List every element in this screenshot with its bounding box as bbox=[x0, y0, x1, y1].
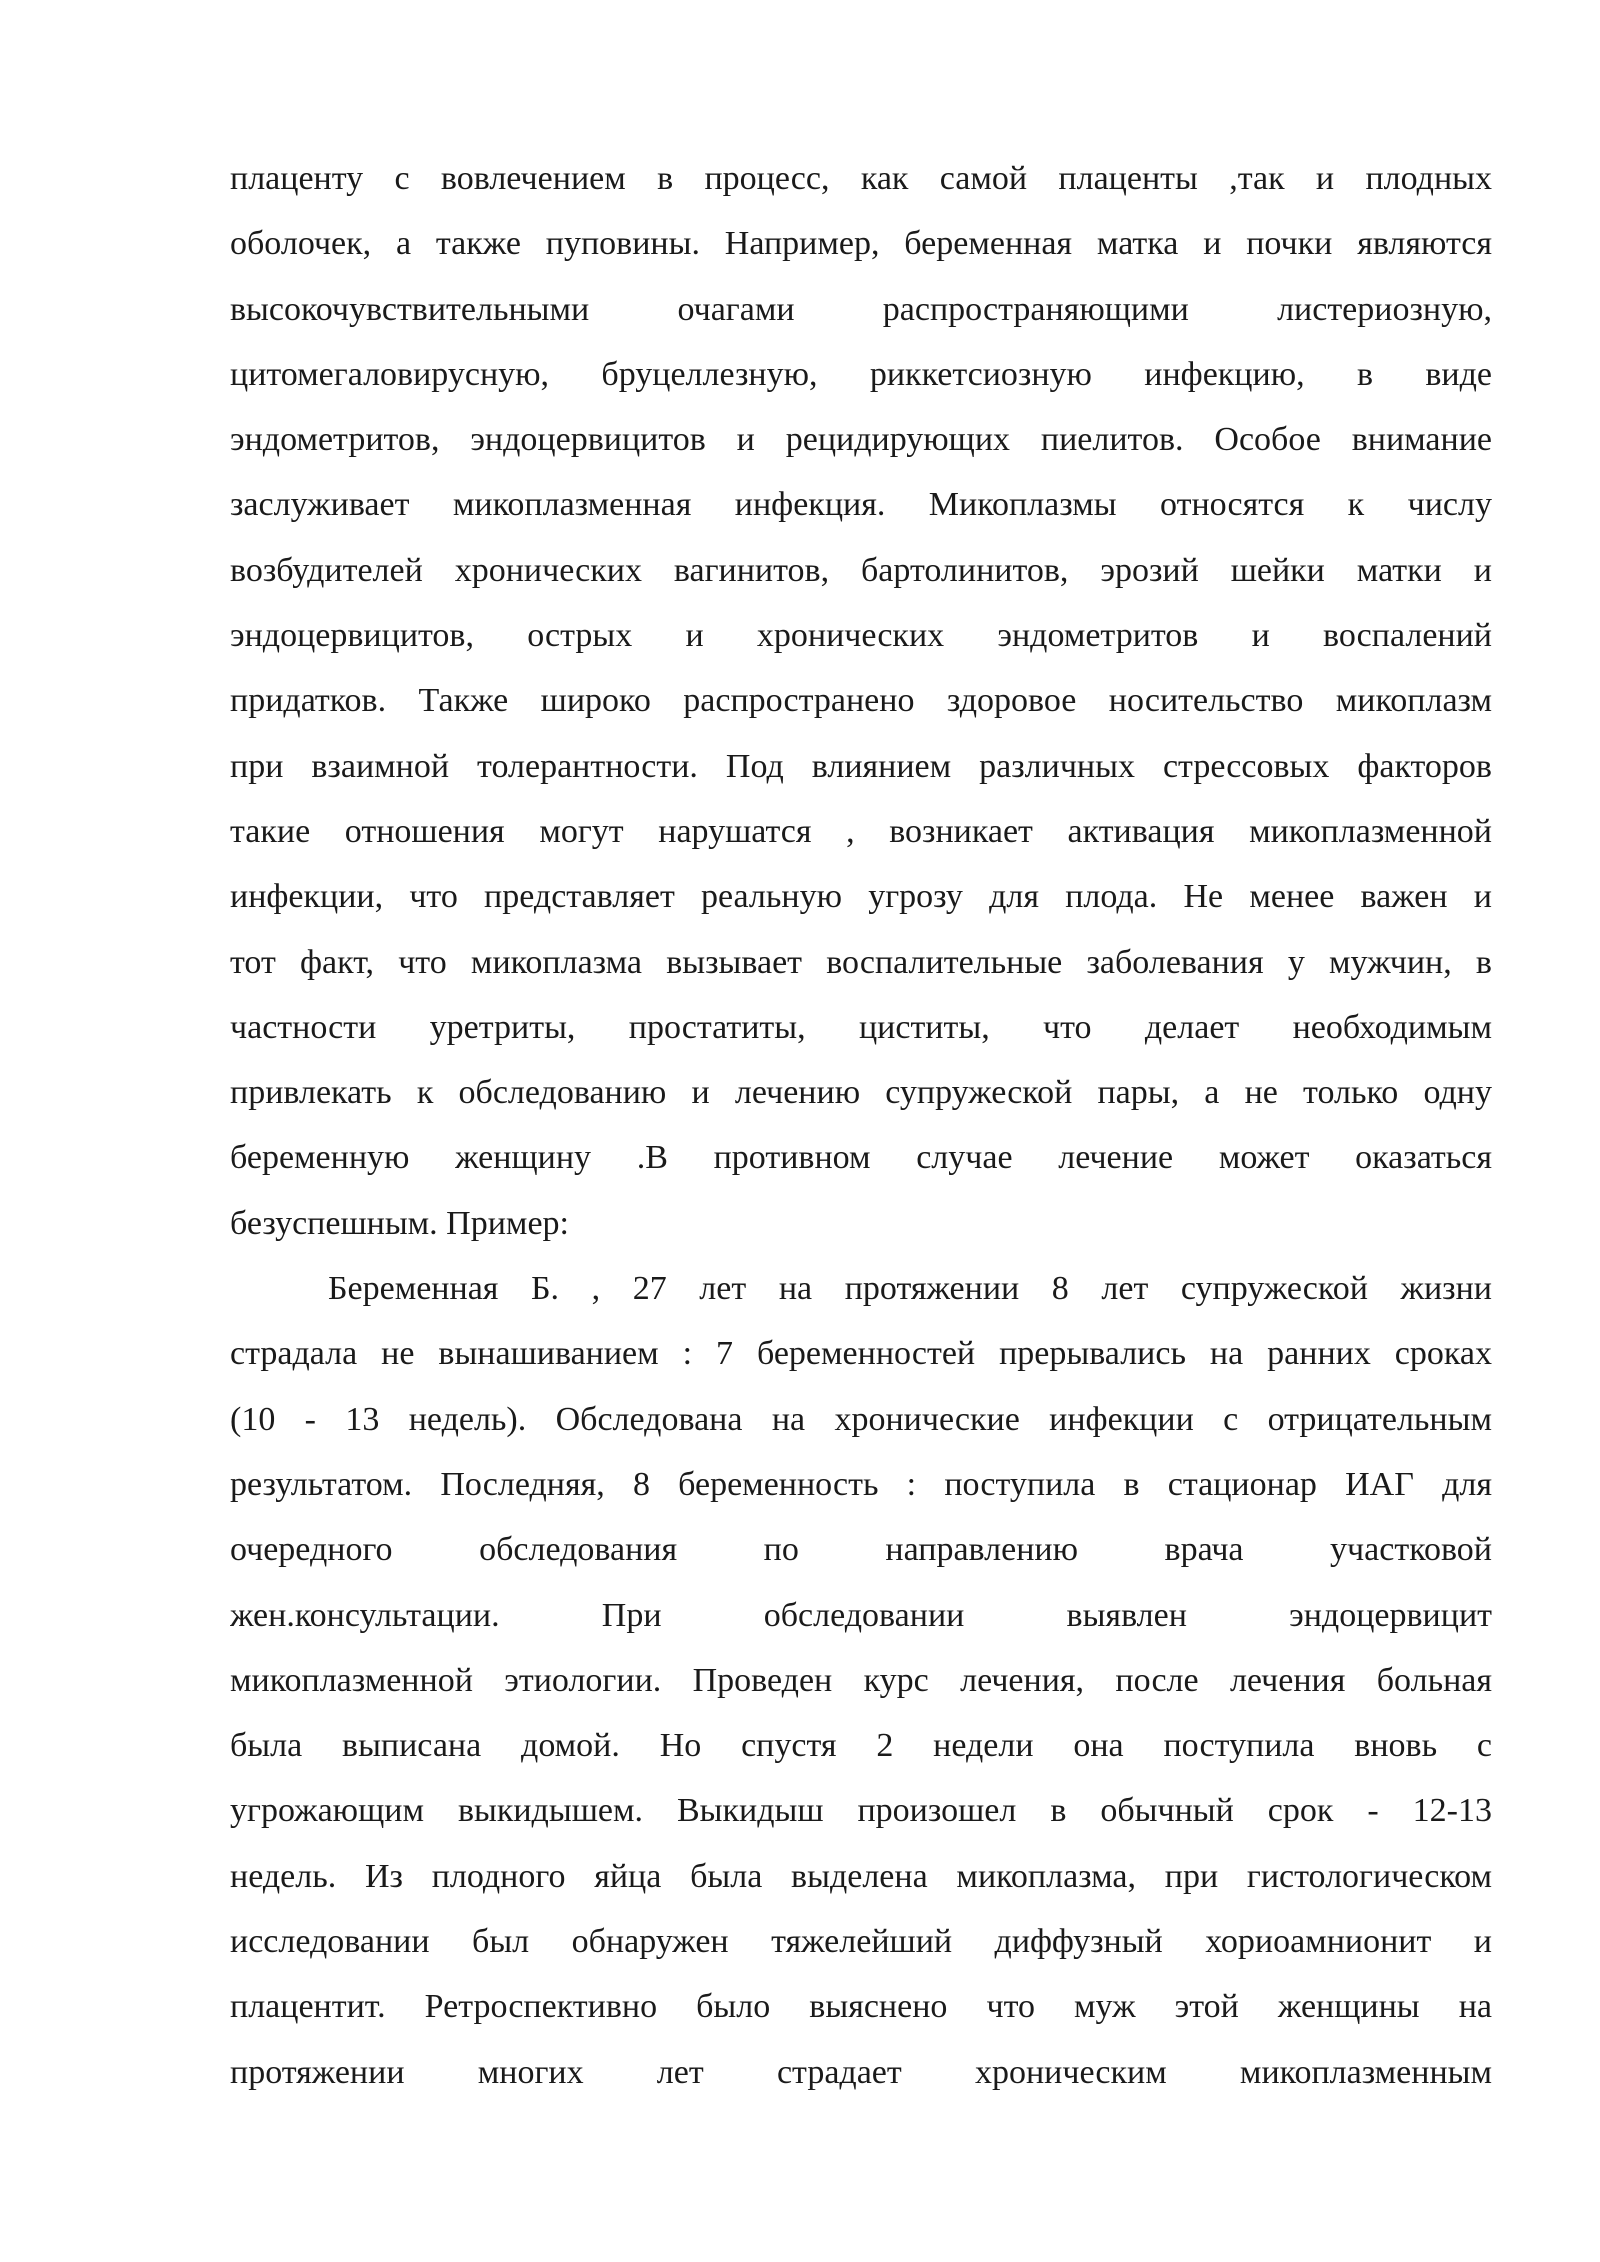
body-text bbox=[230, 146, 1492, 2105]
text-line: жен.консультации. При обследовании выявлен эндоцервицит bbox=[230, 1596, 1492, 1634]
text-line: привлекать к обследованию и лечению супружеской пары, а не только одну bbox=[230, 1074, 1492, 1112]
text-line: эндоцервицитов, острых и хронических эндометритов и воспалений bbox=[230, 617, 1492, 655]
text-line: цитомегаловирусную, бруцеллезную, риккетсиозную инфекцию, в виде bbox=[230, 355, 1492, 393]
text-line: страдала не вынашиванием : 7 беременностей прерывались на ранних сроках bbox=[230, 1335, 1492, 1373]
text-line: оболочек, а также пуповины. Например, беременная матка и почки являются bbox=[230, 225, 1492, 263]
text-line: высокочувствительными очагами распространяющими листериозную, bbox=[230, 290, 1492, 328]
text-line: инфекции, что представляет реальную угрозу для плода. Не менее важен и bbox=[230, 878, 1492, 916]
text-line: исследовании был обнаружен тяжелейший диффузный хориоамнионит и bbox=[230, 1923, 1492, 1961]
text-line: (10 - 13 недель). Обследована на хронические инфекции с отрицательным bbox=[230, 1400, 1492, 1438]
text-line: недель. Из плодного яйца была выделена микоплазма, при гистологическом bbox=[230, 1857, 1492, 1895]
paragraph-2 bbox=[230, 1256, 1492, 2105]
text-line: эндометритов, эндоцервицитов и рецидирующих пиелитов. Особое внимание bbox=[230, 421, 1492, 459]
text-line: тот факт, что микоплазма вызывает воспалительные заболевания у мужчин, в bbox=[230, 943, 1492, 981]
paragraph-1 bbox=[230, 146, 1492, 1256]
text-line: угрожающим выкидышем. Выкидыш произошел в обычный срок - 12-13 bbox=[230, 1792, 1492, 1830]
text-line: микоплазменной этиологии. Проведен курс лечения, после лечения больная bbox=[230, 1661, 1492, 1699]
text-line: беременную женщину .В противном случае лечение может оказаться bbox=[230, 1139, 1492, 1177]
text-line: плацентит. Ретроспективно было выяснено что муж этой женщины на bbox=[230, 1988, 1492, 2026]
text-line: результатом. Последняя, 8 беременность : поступила в стационар ИАГ для bbox=[230, 1465, 1492, 1503]
text-line: заслуживает микоплазменная инфекция. Микоплазмы относятся к числу bbox=[230, 486, 1492, 524]
text-line: протяжении многих лет страдает хроническим микоплазменным bbox=[230, 2053, 1492, 2091]
text-line: была выписана домой. Но спустя 2 недели она поступила вновь с bbox=[230, 1727, 1492, 1765]
text-line: Беременная Б. , 27 лет на протяжении 8 лет супружеской жизни bbox=[328, 1270, 1492, 1308]
text-line: при взаимной толерантности. Под влиянием различных стрессовых факторов bbox=[230, 747, 1492, 785]
text-line: частности уретриты, простатиты, циститы, что делает необходимым bbox=[230, 1008, 1492, 1046]
text-line: такие отношения могут нарушатся , возникает активация микоплазменной bbox=[230, 812, 1492, 850]
text-line: безуспешным. Пример: bbox=[230, 1204, 569, 1242]
text-line: придатков. Также широко распространено здоровое носительство микоплазм bbox=[230, 682, 1492, 720]
text-line: очередного обследования по направлению врача участковой bbox=[230, 1531, 1492, 1569]
text-line: плаценту с вовлечением в процесс, как самой плаценты ,так и плодных bbox=[230, 160, 1492, 197]
text-line: возбудителей хронических вагинитов, бартолинитов, эрозий шейки матки и bbox=[230, 551, 1492, 589]
